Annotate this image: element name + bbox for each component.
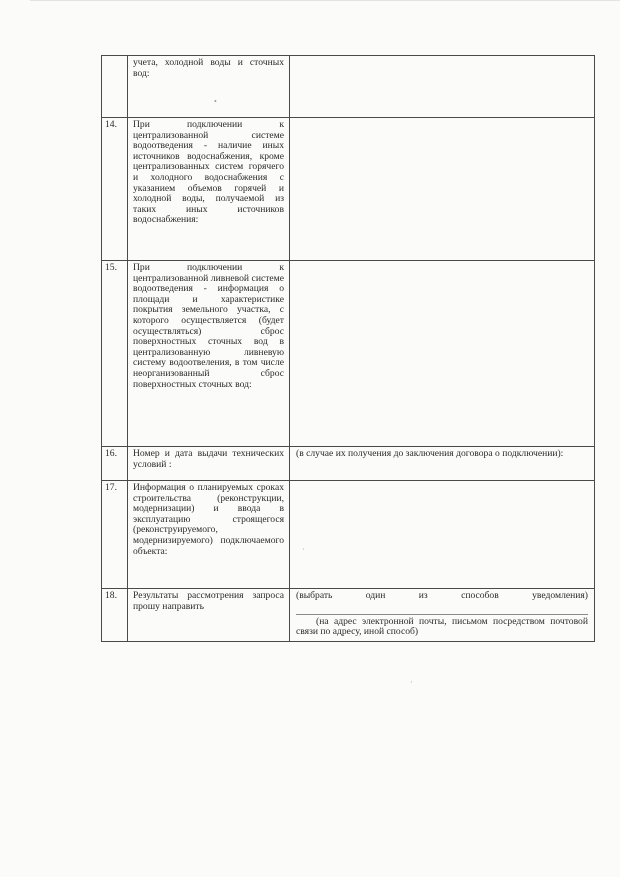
table-row (102, 118, 595, 261)
row-number: 14. (102, 118, 128, 261)
scan-speck: • (214, 97, 217, 106)
row-label: Номер и дата выдачи технических условий : (128, 447, 290, 481)
row-number: 15. (102, 261, 128, 447)
row-value[interactable] (290, 56, 595, 118)
row-label: При подключении к централизованной ливневой системе водоотведения - информация о площади и характеристике покрытия земельного участка, с которого осуществляется (будет осуществляться) сброс поверхностных сточных вод в централизованную ливневую систему водоотвеления, в том числе неорганизованный сброс поверхностных сточных вод: (128, 261, 290, 447)
row-value[interactable] (290, 589, 595, 642)
notification-method-line (296, 602, 588, 615)
notification-method-options: (на адрес электронной почты, письмом посредством почтовой связи по адресу, иной способ) (296, 615, 588, 638)
row-number: 18. (102, 589, 128, 642)
row-number: 17. (102, 481, 128, 589)
table-row (102, 56, 595, 118)
row-number: 16. (102, 447, 128, 481)
table-row (102, 589, 595, 642)
row-value[interactable] (290, 118, 595, 261)
table-row (102, 261, 595, 447)
row-number (102, 56, 128, 118)
table-row (102, 447, 595, 481)
row-label: Результаты рассмотрения запроса прошу направить (128, 589, 290, 642)
row-value[interactable]: (в случае их получения до заключения договора о подключении): (290, 447, 595, 481)
row-value[interactable] (290, 261, 595, 447)
application-form-table (101, 55, 595, 642)
page-edge (30, 0, 620, 7)
notification-method-hint: (выбрать один из способов уведомления) (296, 590, 588, 601)
row-label: учета, холодной воды и сточных вод: (128, 56, 290, 118)
scan-speck: · (302, 545, 305, 554)
scan-speck: · (410, 678, 413, 687)
row-label: Информация о планируемых сроках строительства (реконструкции, модернизации) и ввода в эксплуатацию строящегося (реконструируемого, модернизируемого) подключаемого объекта: (128, 481, 290, 589)
table-row (102, 481, 595, 589)
row-label: При подключении к централизованной системе водоотведения - наличие иных источников водоснабжения, кроме централизованных систем горячего и холодного водоснабжения с указанием объемов горячей и холодной воды, получаемой из таких иных источников водоснабжения: (128, 118, 290, 261)
row-value[interactable] (290, 481, 595, 589)
